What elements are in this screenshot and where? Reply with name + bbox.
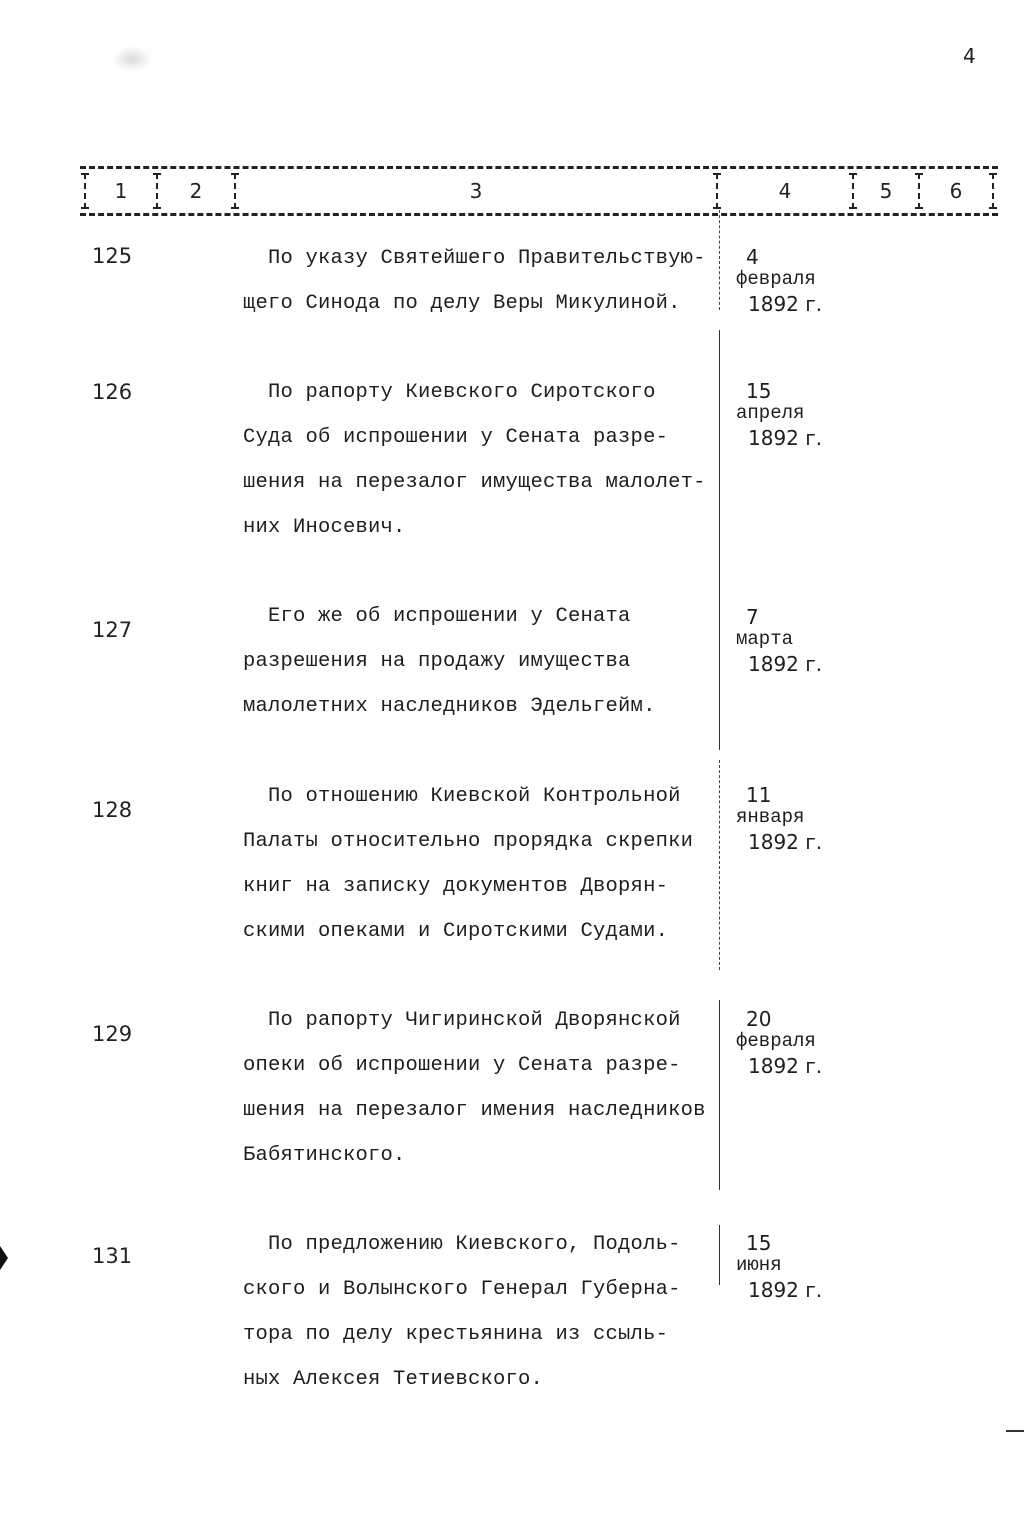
entry-date [722,380,852,452]
description-line: шения на перезалог имения наследников [243,1099,706,1122]
description-line: шения на перезалог имущества малолет- [243,471,706,494]
entry-date [722,606,852,678]
date-month: апреля [736,402,805,424]
description-line: ных Алексея Тетиевского. [243,1368,544,1391]
entry-description [243,236,763,326]
description-line: ского и Волынского Генерал Губерна- [243,1278,681,1301]
date-day: 20 [746,1007,772,1031]
description-line: Суда об испрошении у Сената разре- [243,426,669,449]
description-line: малолетних наследников Эдельгейм. [243,695,656,718]
column-header-4: 4 [778,179,792,203]
column-header-5: 5 [879,179,893,203]
entry-number: 125 [92,244,133,268]
entry-number: 128 [92,798,133,822]
entry-description [243,774,763,954]
entry-description [243,594,763,729]
description-line: По предложению Киевского, Подоль- [243,1233,681,1256]
date-day: 11 [746,783,772,807]
page-number: 4 [963,44,976,68]
column-header-2: 2 [189,179,203,203]
date-month: июня [736,1254,782,1276]
column-divider [992,173,994,209]
date-year: 1892 г. [748,830,823,854]
entry-number: 126 [92,380,133,404]
column-header-3: 3 [469,179,483,203]
date-day: 15 [746,379,772,403]
date-year: 1892 г. [748,426,823,450]
column-header-6: 6 [949,179,963,203]
description-line: Палаты относительно прорядка скрепки [243,830,694,853]
entry-number: 127 [92,618,133,642]
date-month: января [736,806,805,828]
entry-description [243,370,763,550]
description-line: разрешения на продажу имущества [243,650,631,673]
description-line: книг на записку документов Дворян- [243,875,669,898]
description-line: По рапорту Чигиринской Дворянской [243,1009,681,1032]
column-header-1: 1 [114,179,128,203]
date-year: 1892 г. [748,1278,823,1302]
description-line: скими опеками и Сиротскими Судами. [243,920,669,943]
scan-edge-dash [1006,1430,1024,1432]
description-line: Его же об испрошении у Сената [243,605,631,628]
description-line: По отношению Киевской Контрольной [243,785,681,808]
description-line: Бабятинского. [243,1144,406,1167]
date-day: 15 [746,1231,772,1255]
description-line: тора по делу крестьянина из ссыль- [243,1323,669,1346]
entry-description [243,1222,763,1402]
entry-date [722,246,852,318]
entry-date [722,784,852,856]
date-month: марта [736,628,794,650]
scan-edge-mark [0,1246,8,1270]
date-month: февраля [736,1030,816,1052]
description-line: опеки об испрошении у Сената разре- [243,1054,681,1077]
entry-number: 131 [92,1244,133,1268]
description-line: щего Синода по делу Веры Микулиной. [243,292,681,315]
date-day: 7 [746,605,759,629]
entry-date [722,1008,852,1080]
description-line: По рапорту Киевского Сиротского [243,381,656,404]
date-year: 1892 г. [748,292,823,316]
description-line: По указу Святейшего Правительствую- [243,247,706,270]
description-line: них Иносевич. [243,516,406,539]
entry-number: 129 [92,1022,133,1046]
date-month: февраля [736,268,816,290]
paper-smudge [112,46,152,72]
date-year: 1892 г. [748,1054,823,1078]
entry-description [243,998,763,1178]
table-header [80,166,998,216]
date-year: 1892 г. [748,652,823,676]
entry-date [722,1232,852,1304]
date-day: 4 [746,245,759,269]
